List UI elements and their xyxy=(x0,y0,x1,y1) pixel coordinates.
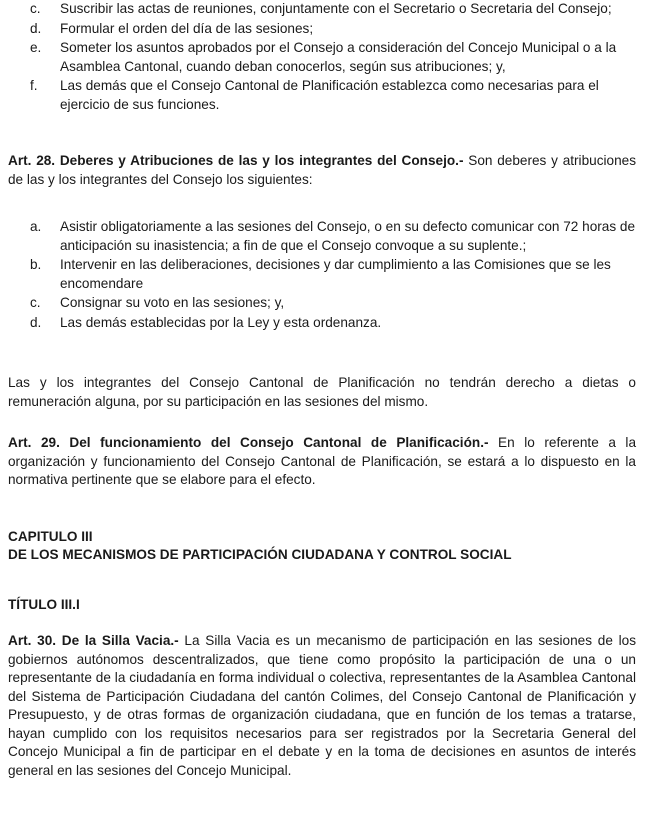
list-item-text: Las demás establecidas por la Ley y esta ordenanza. xyxy=(60,314,382,330)
list-item xyxy=(8,294,636,313)
capitulo-label: CAPITULO III xyxy=(8,529,93,544)
art28-paragraph xyxy=(8,152,636,189)
list-marker: a. xyxy=(30,219,42,234)
list-item xyxy=(8,39,636,76)
list-marker: d. xyxy=(30,20,42,36)
art28-title: Art. 28. Deberes y Atribuciones de las y los integrantes del Consejo.- xyxy=(8,153,464,168)
list-item-text: Formular el orden del día de las sesiones; xyxy=(60,20,314,36)
list-item xyxy=(8,314,636,333)
list-item-text: Las demás que el Consejo Cantonal de Planificación establezca como necesarias para el ejercicio de sus funciones. xyxy=(60,78,599,112)
list-item xyxy=(8,77,636,114)
art30-title: Art. 30. De la Silla Vacia.- xyxy=(8,633,179,648)
list-item xyxy=(8,0,636,19)
list-presidente-atribuciones xyxy=(8,0,636,115)
list-marker: d. xyxy=(30,314,42,330)
art30-text: La Silla Vacia es un mecanismo de participación en las sesiones de los gobiernos autónomos descentralizados, que tiene como propósito la participación de una o un representante de la ciudadanía en forma individual o colectiva, representantes de la Asamblea Cantonal del Sistema de Participación Ciudadana del cantón Colimes, del Consejo Cantonal de Planificación y Presupuesto, y de otras formas de organización ciudadana, que en función de los temas a tratarse, hayan cumplido con los requisitos necesarios para ser registrados por la Secretaria General del Concejo Municipal a fin de participar en el debate y en la toma de decisiones en asuntos de interés general en las sesiones del Concejo Municipal. xyxy=(8,633,636,778)
list-item-text: Intervenir en las deliberaciones, decisiones y dar cumplimiento a las Comisiones que se les encomendare xyxy=(60,257,611,291)
dietas-paragraph: Las y los integrantes del Consejo Cantonal de Planificación no tendrán derecho a dietas o remuneración alguna, por su participación en las sesiones del mismo. xyxy=(8,375,636,409)
list-marker: b. xyxy=(30,257,42,272)
art28-text: Son deberes y atribuciones de las y los integrantes del Consejo los siguientes: xyxy=(8,153,636,187)
list-item-text: Someter los asuntos aprobados por el Consejo a consideración del Concejo Municipal o a la Asamblea Cantonal, cuando deban conocerlos, según sus atribuciones; y, xyxy=(60,40,617,74)
art29-paragraph xyxy=(8,434,636,490)
list-item-text: Consignar su voto en las sesiones; y, xyxy=(60,295,285,310)
list-marker: c. xyxy=(30,295,41,310)
art30-paragraph xyxy=(8,632,636,780)
art29-text: En lo referente a la organización y funcionamiento del Consejo Cantonal de Planificación, se estará a lo dispuesto en la normativa pertinente que se elabore para el efecto. xyxy=(8,435,637,487)
list-integrantes-deberes xyxy=(8,218,636,333)
list-marker: f. xyxy=(30,78,38,93)
art29-title: Art. 29. Del funcionamiento del Consejo Cantonal de Planificación.- xyxy=(8,435,489,450)
list-item xyxy=(8,218,636,255)
list-item xyxy=(8,20,636,39)
capitulo-title: DE LOS MECANISMOS DE PARTICIPACIÓN CIUDADANA Y CONTROL SOCIAL xyxy=(8,547,512,562)
list-marker: c. xyxy=(30,1,41,16)
list-marker: e. xyxy=(30,40,42,55)
list-item xyxy=(8,256,636,293)
list-item-text: Suscribir las actas de reuniones, conjuntamente con el Secretario o Secretaria del Consejo; xyxy=(60,1,612,16)
titulo-label: TÍTULO III.I xyxy=(8,597,80,612)
list-item-text: Asistir obligatoriamente a las sesiones del Consejo, o en su defecto comunicar con 72 horas de anticipación su inasistencia; a fin de que el Consejo convoque a su suplente.; xyxy=(60,219,636,253)
